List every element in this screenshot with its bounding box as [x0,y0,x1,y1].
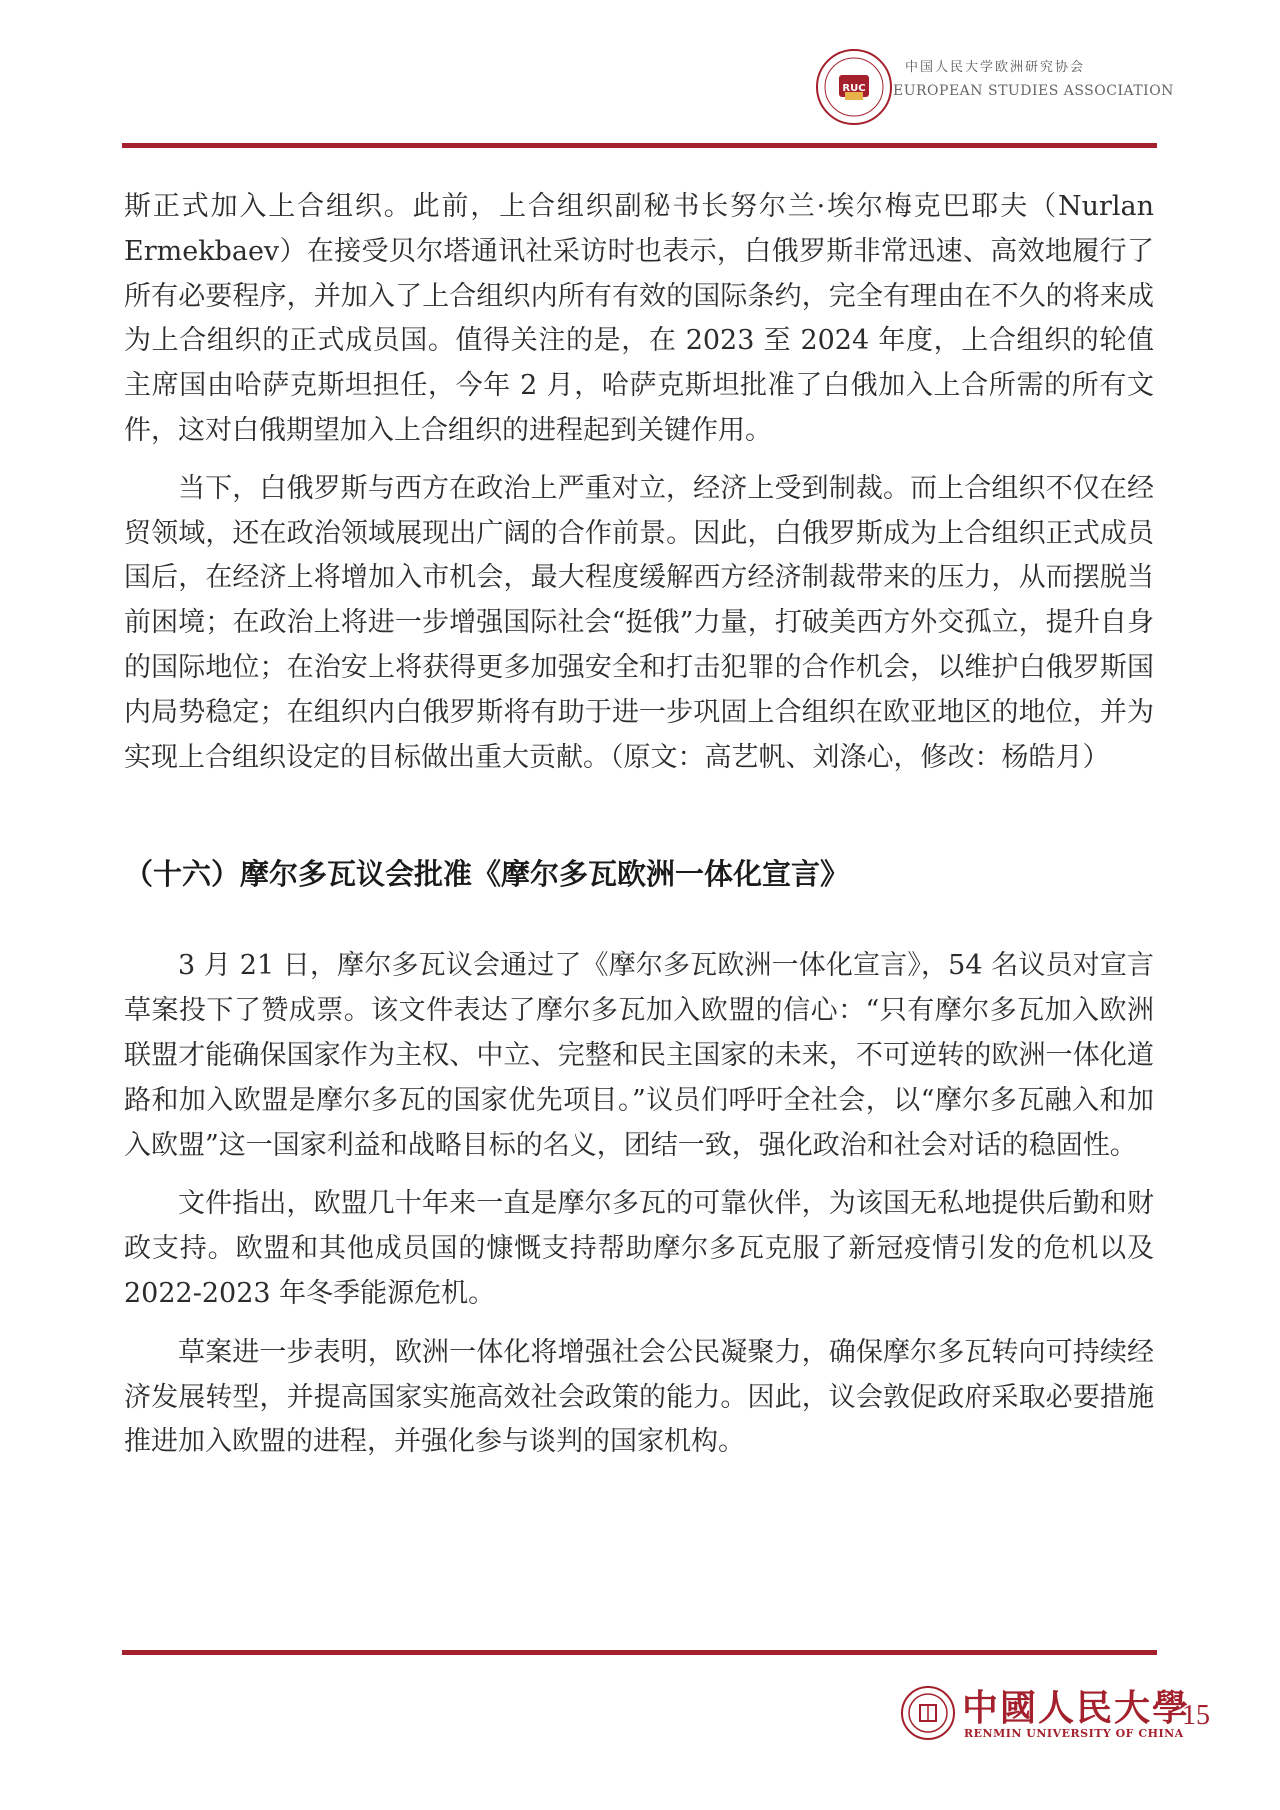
section-title: （十六）摩尔多瓦议会批准《摩尔多瓦欧洲一体化宣言》 [124,857,850,892]
association-name-cn: 中国人民大学欧洲研究协会 [905,60,1086,75]
university-seal-icon [900,1685,956,1741]
main-content [124,185,1154,1465]
university-name-cn: 中國人民大學 [962,1687,1191,1729]
association-logo-icon [815,48,893,126]
paragraph-1: 斯正式加入上合组织。此前，上合组织副秘书长努尔兰·埃尔梅克巴耶夫（Nurlan Ermekbaev）在接受贝尔塔通讯社采访时也表示，白俄罗斯非常迅速、高效地履行了所有必要程序，并加入了上合组织内所有有效的国际条约，完全有理由在不久的将来成为上合组织的正式成员国。值得关注的是，在 2023 至 2024 年度，上合组织的轮值主席国由哈萨克斯坦担任，今年 2 月，哈萨克斯坦批准了白俄加入上合所需的所有文件，这对白俄期望加入上合组织的进程起到关键作用。 [124,191,1154,446]
paragraph-4: 文件指出，欧盟几十年来一直是摩尔多瓦的可靠伙伴，为该国无私地提供后勤和财政支持。欧盟和其他成员国的慷慨支持帮助摩尔多瓦克服了新冠疫情引发的危机以及 2022-2023 年冬季能源危机。 [124,1188,1154,1309]
paragraph-3: 3 月 21 日，摩尔多瓦议会通过了《摩尔多瓦欧洲一体化宣言》，54 名议员对宣言草案投下了赞成票。该文件表达了摩尔多瓦加入欧盟的信心：“只有摩尔多瓦加入欧洲联盟才能确保国家作为主权、中立、完整和民主国家的未来，不可逆转的欧洲一体化道路和加入欧盟是摩尔多瓦的国家优先项目。”议员们呼吁全社会，以“摩尔多瓦融入和加入欧盟”这一国家利益和战略目标的名义，团结一致，强化政治和社会对话的稳固性。 [124,950,1154,1161]
university-name-en: RENMIN UNIVERSITY OF CHINA [964,1727,1184,1740]
logo-text: RUC [842,83,866,94]
page-header [0,0,1280,150]
footer-divider [122,1650,1157,1655]
page-number: 15 [1182,1700,1210,1731]
paragraph-2: 当下，白俄罗斯与西方在政治上严重对立，经济上受到制裁。而上合组织不仅在经贸领域，还在政治领域展现出广阔的合作前景。因此，白俄罗斯成为上合组织正式成员国后，在经济上将增加入市机会，最大程度缓解西方经济制裁带来的压力，从而摆脱当前困境；在政治上将进一步增强国际社会“挺俄”力量，打破美西方外交孤立，提升自身的国际地位；在治安上将获得更多加强安全和打击犯罪的合作机会，以维护白俄罗斯国内局势稳定；在组织内白俄罗斯将有助于进一步巩固上合组织在欧亚地区的地位，并为实现上合组织设定的目标做出重大贡献。（原文：高艺帆、刘涤心，修改：杨皓月） [124,472,1154,773]
association-name-en: EUROPEAN STUDIES ASSOCIATION [893,83,1174,99]
paragraph-5: 草案进一步表明，欧洲一体化将增强社会公民凝聚力，确保摩尔多瓦转向可持续经济发展转型，并提高国家实施高效社会政策的能力。因此，议会敦促政府采取必要措施推进加入欧盟的进程，并强化参与谈判的国家机构。 [124,1336,1154,1458]
header-divider [122,143,1157,148]
